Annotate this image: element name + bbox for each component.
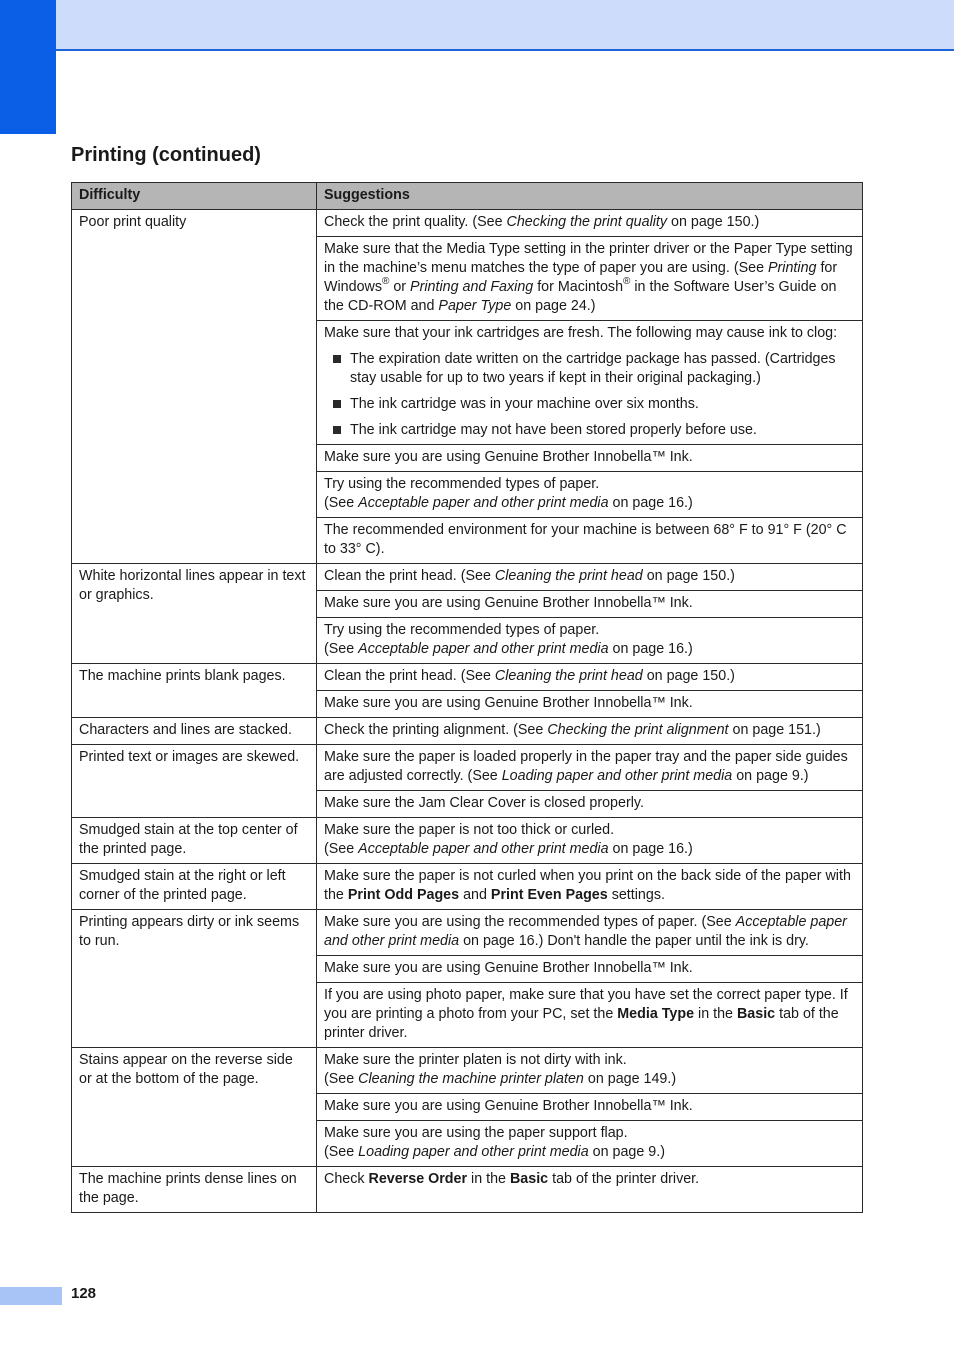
suggestion-cell	[317, 321, 863, 445]
table-header-row	[72, 183, 863, 210]
suggestion-cell	[317, 664, 863, 691]
suggestion-cell	[317, 518, 863, 564]
table-row	[72, 564, 863, 591]
suggestion-text: Check the print quality. (See Checking the print quality on page 150.)	[324, 214, 760, 230]
table-row	[72, 664, 863, 691]
difficulty-cell: Smudged stain at the right or left corner of the printed page.	[72, 864, 317, 910]
square-bullet-icon	[333, 400, 341, 408]
table-row	[72, 1167, 863, 1213]
suggestion-text: If you are using photo paper, make sure that you have set the correct paper type. If you are printing a photo from your PC, set the Media Type in the Basic tab of the printer driver.	[324, 987, 848, 1041]
table-row	[72, 864, 863, 910]
suggestion-cell	[317, 1048, 863, 1094]
table-row	[72, 1048, 863, 1094]
table-row	[72, 745, 863, 791]
suggestion-text: Make sure the paper is not too thick or curled. (See Acceptable paper and other print media on page 16.)	[324, 822, 693, 857]
suggestion-cell	[317, 818, 863, 864]
suggestion-cell	[317, 745, 863, 791]
header-band	[0, 0, 954, 51]
difficulty-cell: Stains appear on the reverse side or at the bottom of the page.	[72, 1048, 317, 1167]
table-row	[72, 910, 863, 956]
difficulty-cell: Characters and lines are stacked.	[72, 718, 317, 745]
suggestion-cell	[317, 591, 863, 618]
difficulty-cell: Poor print quality	[72, 210, 317, 564]
page-number-bar	[0, 1287, 62, 1305]
suggestion-cell	[317, 983, 863, 1048]
bullet-item	[324, 350, 855, 388]
suggestion-cell	[317, 910, 863, 956]
suggestion-text: Make sure you are using Genuine Brother Innobella™ Ink.	[324, 960, 693, 976]
table-row	[72, 718, 863, 745]
section-title: Printing (continued)	[71, 144, 261, 166]
suggestion-cell	[317, 237, 863, 321]
bullet-item	[324, 421, 855, 440]
difficulty-cell: White horizontal lines appear in text or graphics.	[72, 564, 317, 664]
suggestion-text: Make sure the paper is loaded properly in the paper tray and the paper side guides are adjusted correctly. (See Loading paper and other print media on page 9.)	[324, 749, 848, 784]
bullet-text: The expiration date written on the cartridge package has passed. (Cartridges stay usable for up to two years if kept in their original packaging.)	[350, 351, 836, 386]
suggestion-cell	[317, 691, 863, 718]
suggestion-text: Clean the print head. (See Cleaning the print head on page 150.)	[324, 668, 735, 684]
suggestion-text: Make sure you are using Genuine Brother Innobella™ Ink.	[324, 449, 693, 465]
suggestion-text: Make sure you are using the recommended types of paper. (See Acceptable paper and other print media on page 16.) Don't handle the paper until the ink is dry.	[324, 914, 847, 949]
suggestion-text: Clean the print head. (See Cleaning the print head on page 150.)	[324, 568, 735, 584]
suggestion-cell	[317, 445, 863, 472]
suggestion-text: Make sure you are using the paper support flap. (See Loading paper and other print media on page 9.)	[324, 1125, 665, 1160]
suggestion-text: Try using the recommended types of paper. (See Acceptable paper and other print media on page 16.)	[324, 622, 693, 657]
suggestion-text: Check the printing alignment. (See Checking the print alignment on page 151.)	[324, 722, 821, 738]
table-body	[72, 210, 863, 1213]
suggestion-text: Make sure the printer platen is not dirty with ink. (See Cleaning the machine printer platen on page 149.)	[324, 1052, 677, 1087]
suggestion-cell	[317, 1121, 863, 1167]
suggestion-cell	[317, 564, 863, 591]
suggestion-cell	[317, 864, 863, 910]
table-row	[72, 818, 863, 864]
difficulty-cell: Printing appears dirty or ink seems to run.	[72, 910, 317, 1048]
header-suggestions: Suggestions	[317, 183, 863, 210]
suggestion-cell	[317, 718, 863, 745]
suggestion-cell	[317, 472, 863, 518]
header-difficulty: Difficulty	[72, 183, 317, 210]
suggestion-cell	[317, 1094, 863, 1121]
suggestion-cell	[317, 210, 863, 237]
suggestion-text: Make sure you are using Genuine Brother Innobella™ Ink.	[324, 595, 693, 611]
suggestion-text: Make sure the Jam Clear Cover is closed properly.	[324, 795, 644, 811]
suggestion-cell	[317, 1167, 863, 1213]
suggestion-cell	[317, 791, 863, 818]
suggestion-text: The recommended environment for your machine is between 68° F to 91° F (20° C to 33° C).	[324, 522, 847, 557]
suggestion-text: Check Reverse Order in the Basic tab of the printer driver.	[324, 1171, 700, 1187]
difficulty-cell: Smudged stain at the top center of the printed page.	[72, 818, 317, 864]
square-bullet-icon	[333, 426, 341, 434]
bullet-text: The ink cartridge was in your machine over six months.	[350, 396, 699, 412]
table-row	[72, 210, 863, 237]
chapter-tab	[0, 0, 56, 134]
bullet-text: The ink cartridge may not have been stored properly before use.	[350, 422, 757, 438]
suggestion-cell	[317, 956, 863, 983]
difficulty-cell: Printed text or images are skewed.	[72, 745, 317, 818]
square-bullet-icon	[333, 355, 341, 363]
page-number: 128	[71, 1285, 97, 1302]
bullet-item	[324, 395, 855, 414]
suggestion-cell	[317, 618, 863, 664]
suggestion-text: Try using the recommended types of paper. (See Acceptable paper and other print media on page 16.)	[324, 476, 693, 511]
suggestion-text: Make sure that the Media Type setting in the printer driver or the Paper Type setting in the machine’s menu matches the type of paper you are using. (See Printing for Windows® or Printing and Faxing for Macintosh® in the Software User’s Guide on the CD-ROM and Paper Type on page 24.)	[324, 241, 853, 314]
suggestion-text: Make sure you are using Genuine Brother Innobella™ Ink.	[324, 695, 693, 711]
suggestion-text: Make sure the paper is not curled when you print on the back side of the paper with the Print Odd Pages and Print Even Pages settings.	[324, 868, 851, 903]
suggestion-text: Make sure you are using Genuine Brother Innobella™ Ink.	[324, 1098, 693, 1114]
difficulty-cell: The machine prints blank pages.	[72, 664, 317, 718]
suggestion-text: Make sure that your ink cartridges are fresh. The following may cause ink to clog:	[324, 325, 838, 341]
difficulty-cell: The machine prints dense lines on the page.	[72, 1167, 317, 1213]
troubleshooting-table	[71, 182, 863, 1213]
